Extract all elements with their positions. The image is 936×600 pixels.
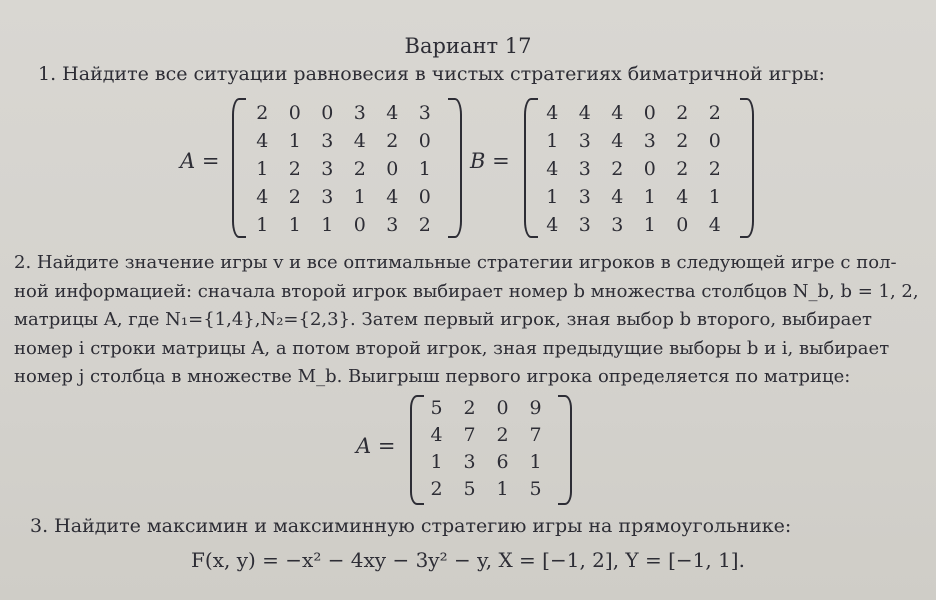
matrix-cell: 0 [386,158,399,180]
matrix-cell: 3 [386,214,399,236]
matrix-cell: 0 [708,130,721,152]
matrix-cell: 1 [546,186,559,208]
task2-line: номер j столбца в множестве M_b. Выигрыш первого игрока определяется по матрице: [14,366,851,387]
matrix-cell: 4 [256,130,269,152]
matrix-cell: 2 [256,102,269,124]
matrix-a [232,98,462,238]
matrix-a-grid [246,99,441,239]
matrix-cell: 3 [321,130,334,152]
matrix-cell: 2 [708,102,721,124]
matrix-cell: 1 [529,451,542,473]
matrix-a2 [410,395,572,505]
matrix-cell: 2 [418,214,431,236]
matrix-cell: 2 [463,397,476,419]
matrix-cell: 0 [643,102,656,124]
matrix-cell: 1 [418,158,431,180]
matrix-a-label: A = [180,149,220,173]
matrix-cell: 4 [386,186,399,208]
matrix-cell: 3 [578,130,591,152]
matrix-cell: 3 [321,186,334,208]
matrix-cell: 1 [288,214,301,236]
matrix-cell: 4 [611,130,624,152]
right-paren [558,395,572,505]
task2-paragraph [14,249,919,392]
matrix-cell: 1 [546,130,559,152]
matrix-cell: 0 [496,397,509,419]
matrix-cell: 3 [578,186,591,208]
matrix-cell: 1 [430,451,443,473]
matrix-cell: 1 [643,214,656,236]
matrix-cell: 4 [353,130,366,152]
task2-line: 2. Найдите значение игры v и все оптимальные стратегии игроков в следующей игре с пол- [14,252,897,273]
right-paren [448,98,462,238]
variant-title: Вариант 17 [404,34,532,58]
matrix-cell: 0 [321,102,334,124]
matrix-cell: 0 [676,214,689,236]
matrix-cell: 2 [708,158,721,180]
task3-text: 3. Найдите максимин и максиминную стратегию игры на прямоугольнике: [30,515,792,537]
matrix-a2-grid [420,395,552,503]
matrix-cell: 7 [463,424,476,446]
matrix-cell: 1 [708,186,721,208]
left-paren [232,98,246,238]
matrix-cell: 2 [676,158,689,180]
matrix-b-label: B = [470,149,510,173]
matrix-cell: 2 [496,424,509,446]
task3-formula: F(x, y) = −x² − 4xy − 3y² − y, X = [−1, 2], Y = [−1, 1]. [191,548,745,572]
task2-line: номер i строки матрицы A, а потом второй игрок, зная предыдущие выборы b и i, выбирает [14,337,890,359]
matrix-cell: 0 [418,130,431,152]
matrix-cell: 0 [353,214,366,236]
matrix-cell: 1 [256,214,269,236]
matrix-cell: 1 [353,186,366,208]
matrix-cell: 2 [288,158,301,180]
matrix-cell: 4 [546,158,559,180]
matrix-cell: 2 [611,158,624,180]
matrix-cell: 4 [611,102,624,124]
matrix-cell: 1 [496,478,509,500]
matrix-cell: 2 [676,102,689,124]
matrix-b-grid [536,99,731,239]
matrix-cell: 2 [386,130,399,152]
matrix-cell: 4 [676,186,689,208]
matrix-cell: 1 [643,186,656,208]
matrix-cell: 9 [529,397,542,419]
matrix-cell: 4 [430,424,443,446]
matrix-cell: 3 [578,158,591,180]
matrix-cell: 0 [288,102,301,124]
matrix-cell: 4 [578,102,591,124]
matrix-cell: 2 [353,158,366,180]
matrix-cell: 1 [288,130,301,152]
matrix-cell: 2 [288,186,301,208]
task2-line: ной информацией: сначала второй игрок выбирает номер b множества столбцов N_b, b = 1, 2, [14,280,919,302]
right-paren [740,98,754,238]
matrix-cell: 5 [529,478,542,500]
matrix-cell: 4 [546,214,559,236]
matrix-cell: 4 [256,186,269,208]
matrix-cell: 1 [256,158,269,180]
matrix-cell: 3 [418,102,431,124]
task2-line: матрицы A, где N₁={1,4},N₂={2,3}. Затем первый игрок, зная выбор b второго, выбирает [14,309,872,330]
task1-text: 1. Найдите все ситуации равновесия в чистых стратегиях биматричной игры: [38,63,825,85]
matrix-cell: 3 [353,102,366,124]
matrix-cell: 0 [418,186,431,208]
matrix-cell: 3 [321,158,334,180]
matrix-cell: 0 [643,158,656,180]
matrix-cell: 4 [386,102,399,124]
matrix-cell: 4 [708,214,721,236]
matrix-cell: 5 [430,397,443,419]
matrix-cell: 3 [643,130,656,152]
matrix-a2-label: A = [356,434,396,458]
matrix-cell: 4 [546,102,559,124]
matrix-b [524,98,754,238]
matrix-cell: 7 [529,424,542,446]
matrix-cell: 1 [321,214,334,236]
matrix-cell: 6 [496,451,509,473]
matrix-cell: 5 [463,478,476,500]
matrix-cell: 3 [463,451,476,473]
matrix-cell: 3 [578,214,591,236]
matrix-cell: 3 [611,214,624,236]
matrix-cell: 2 [430,478,443,500]
matrix-cell: 2 [676,130,689,152]
matrix-cell: 4 [611,186,624,208]
